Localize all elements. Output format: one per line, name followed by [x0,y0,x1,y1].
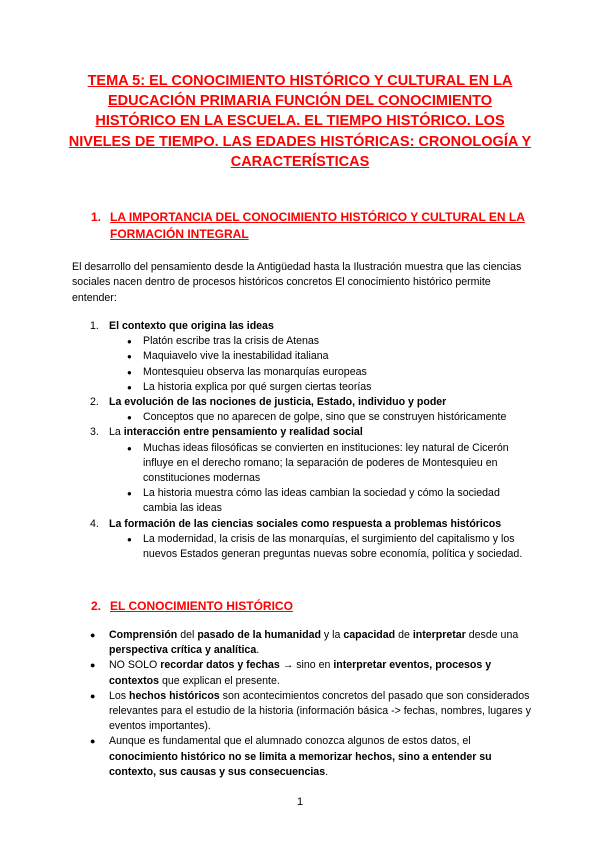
bullet-icon: ● [90,736,96,747]
sub-list-item [109,349,530,364]
bullet-icon: ● [127,382,132,392]
text-plain: de [395,629,413,641]
text-bold: conocimiento histórico no se limita a memorizar hechos, sino a entender su contexto, sus causas y sus consecuencias [109,750,492,778]
list-item-1 [90,319,530,395]
bullet-icon: ● [90,690,96,701]
text-bold: Comprensión [109,629,178,641]
text-bold: interpretar eventos, procesos y contextos [109,659,492,687]
section-2-bullet-list [90,628,532,780]
text-bold: interpretar [412,629,466,641]
list-item-number: 4. [90,517,99,530]
section-1-heading [91,209,531,243]
list-item-number: 2. [90,396,99,409]
sub-list [109,410,530,425]
bullet-item-2 [90,658,532,688]
text-plain: . [256,644,260,657]
bullet-item-text [109,629,518,656]
bullet-icon: ● [90,660,96,671]
bullet-icon: ● [90,630,96,640]
sub-list-item-text: La historia explica por qué surgen ciertas teorías [143,380,372,393]
sub-list-item [109,441,530,487]
sub-list-item-text: Muchas ideas filosóficas se convierten en instituciones: ley natural de Cicerón influye en el derecho romano; la separación de poderes de Montesquieu en constituciones modernas [143,441,509,485]
sub-list-item-text: La modernidad, la crisis de las monarquías, el surgimiento del capitalismo y los nuevos Estados generan preguntas nuevas sobre economía, política y sociedad. [143,532,523,561]
text-plain: NO SOLO [109,659,161,672]
bullet-icon: ● [127,352,132,362]
text-plain: Los [109,689,130,702]
list-item-heading [109,425,530,440]
bullet-item-text [109,659,491,686]
list-item-heading-prefix: La [109,426,124,439]
list-item-number: 3. [90,426,99,439]
bullet-icon: ● [127,443,132,453]
list-item-number: 1. [90,320,99,332]
sub-list-item-text: La historia muestra cómo las ideas cambian la sociedad y cómo la sociedad cambia las ideas [143,487,500,515]
text-plain: y la [320,629,344,641]
document-title: TEMA 5: EL CONOCIMIENTO HISTÓRICO Y CULTURAL EN LA EDUCACIÓN PRIMARIA FUNCIÓN DEL CONOCIMIENTO HISTÓRICO EN LA ESCUELA. EL TIEMPO HISTÓRICO. LOS NIVELES DE TIEMPO. LAS EDADES HISTÓRICAS: CRONOLOGÍA Y CARACTERÍSTICAS [68,73,532,170]
bullet-item-3 [90,689,532,735]
text-bold: hechos históricos [129,689,220,702]
bullet-item-4 [90,734,532,780]
sub-list-item [109,486,530,516]
section-2-heading-text: EL CONOCIMIENTO HISTÓRICO [110,599,293,613]
text-plain: Aunque es fundamental que el alumnado conozca algunos de estos datos, el [109,735,471,748]
sub-list [109,532,530,562]
sub-list-item [109,365,530,380]
sub-list-item [109,334,530,349]
list-item-3 [90,425,530,516]
text-plain: → sino en [279,659,334,672]
list-item-heading-bold: interacción entre pensamiento y realidad social [123,426,363,439]
list-item-heading: El contexto que origina las ideas [109,320,274,332]
section-1-intro: El desarrollo del pensamiento desde la Antigüedad hasta la Ilustración muestra que las ciencias sociales nacen dentro de procesos históricos concretos El conocimiento histórico permite entender: [72,261,522,304]
sub-list [109,334,530,395]
list-item-heading: La formación de las ciencias sociales como respuesta a problemas históricos [109,517,502,530]
text-plain: que explican el presente. [159,674,280,687]
text-bold: capacidad [343,629,396,641]
bullet-icon: ● [127,489,132,499]
sub-list-item [109,410,530,425]
sub-list-item-text: Platón escribe tras la crisis de Atenas [143,335,320,348]
bullet-item-text [109,690,531,732]
bullet-item-text [109,735,492,777]
text-bold: perspectiva crítica y analítica [109,644,257,657]
section-1-heading-text: LA IMPORTANCIA DEL CONOCIMIENTO HISTÓRICO Y CULTURAL EN LA FORMACIÓN INTEGRAL [110,210,525,241]
section-2-number: 2. [91,599,102,613]
bullet-icon: ● [127,337,132,347]
sub-list-item-text: Maquiavelo vive la inestabilidad italiana [143,350,329,363]
section-1-numbered-list [90,319,530,562]
sub-list-item-text: Montesquieu observa las monarquías europeas [143,365,367,378]
text-plain: desde una [465,629,519,641]
section-2-heading [91,598,531,615]
bullet-icon: ● [127,534,132,544]
sub-list-item-text: Conceptos que no aparecen de golpe, sino que se construyen históricamente [143,411,507,424]
bullet-icon: ● [127,367,132,377]
text-plain: son acontecimientos concretos del pasado que son considerados relevantes para el estudio de la historia (información básica -> fechas, nombres, lugares y eventos importantes). [109,689,531,733]
bullet-icon: ● [127,413,132,423]
list-item-heading: La evolución de las nociones de justicia, Estado, individuo y poder [109,396,447,409]
text-plain: . [325,765,329,778]
list-item-4 [90,517,530,563]
sub-list-item [109,532,530,562]
page-number: 1 [296,796,304,808]
text-bold: recordar datos y fechas [160,659,280,672]
sub-list-item [109,380,530,395]
list-item-2 [90,395,530,425]
text-bold: pasado de la humanidad [197,629,321,641]
sub-list [109,441,530,517]
bullet-item-1 [90,628,532,658]
text-plain: del [177,629,198,641]
section-1-number: 1. [91,210,102,224]
